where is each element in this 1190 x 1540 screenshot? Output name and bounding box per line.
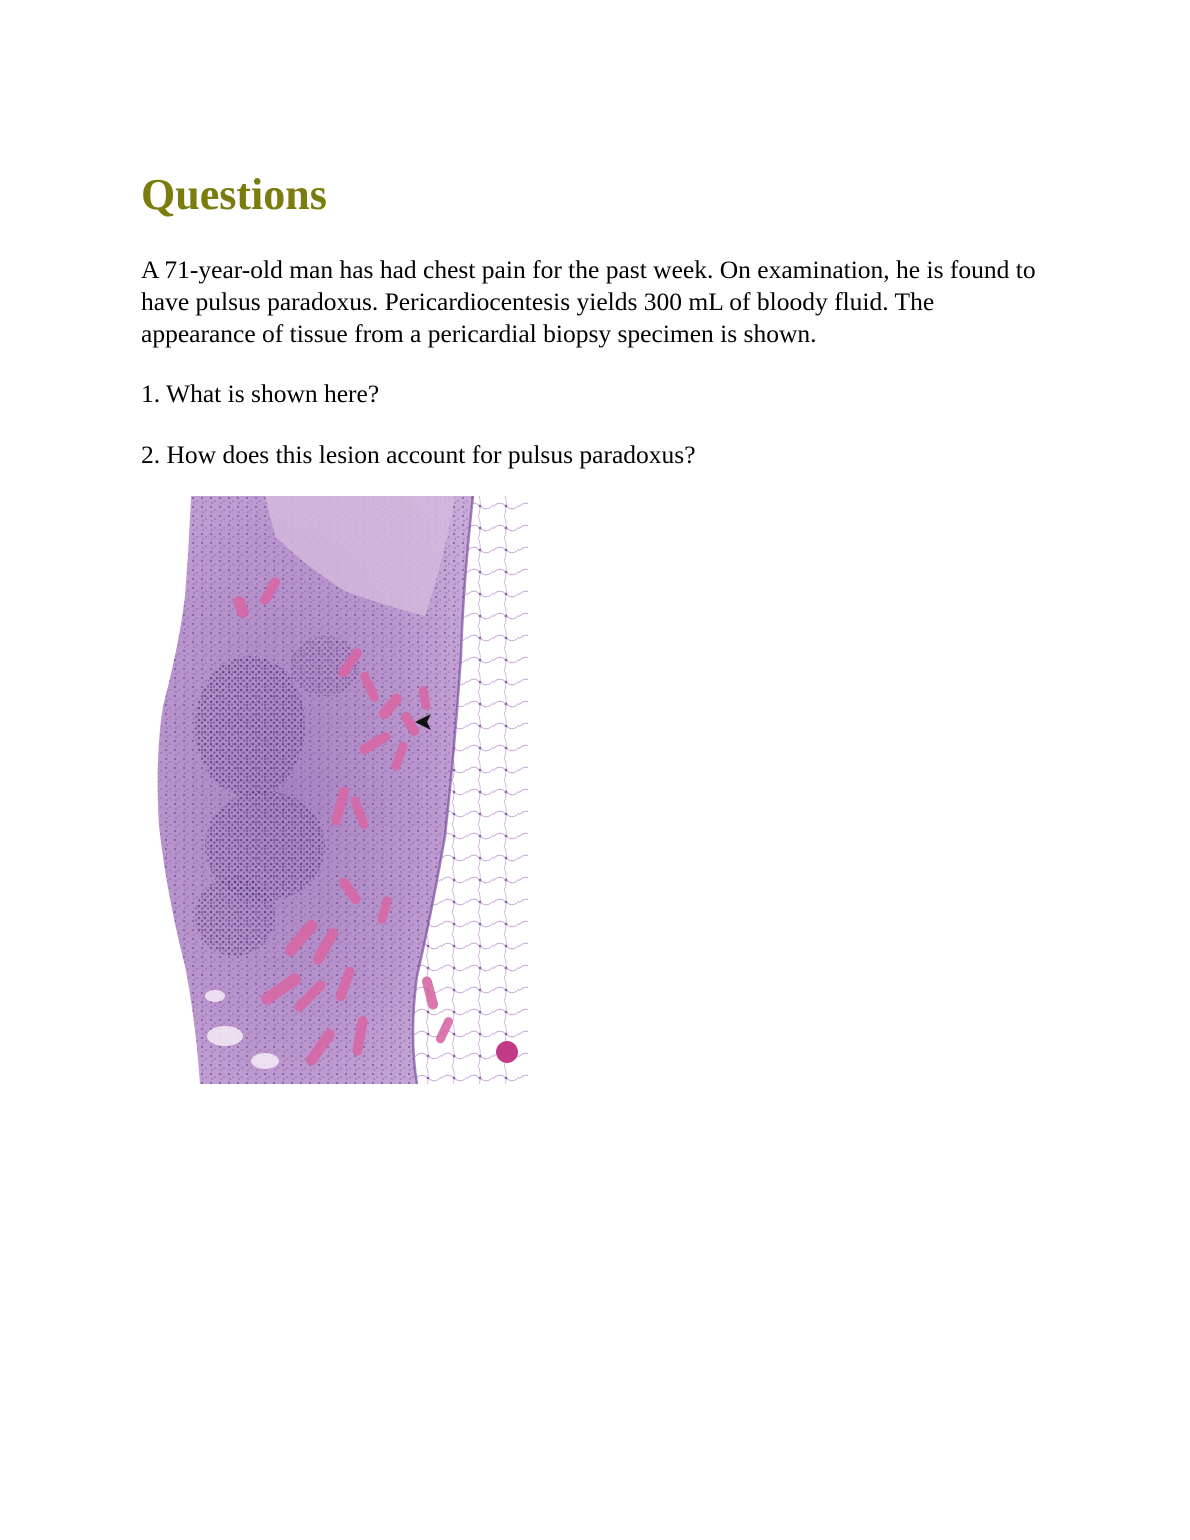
page-content	[141, 168, 1041, 471]
vessel	[496, 1041, 518, 1063]
question-2: 2. How does this lesion account for pulsus paradoxus?	[141, 440, 696, 469]
inflammatory-cluster	[195, 876, 275, 956]
case-description: A 71-year-old man has had chest pain for the past week. On examination, he is found to have pulsus paradoxus. Pericardiocentesis yields 300 mL of bloody fluid. The appearance of tissue from a pericardial biopsy specimen is shown.	[141, 255, 1036, 348]
micrograph-image	[155, 496, 528, 1084]
biopsy-micrograph	[155, 496, 528, 1084]
question-1: 1. What is shown here?	[141, 379, 380, 408]
page-title: Questions	[141, 170, 327, 219]
inflammatory-cluster	[195, 656, 305, 796]
